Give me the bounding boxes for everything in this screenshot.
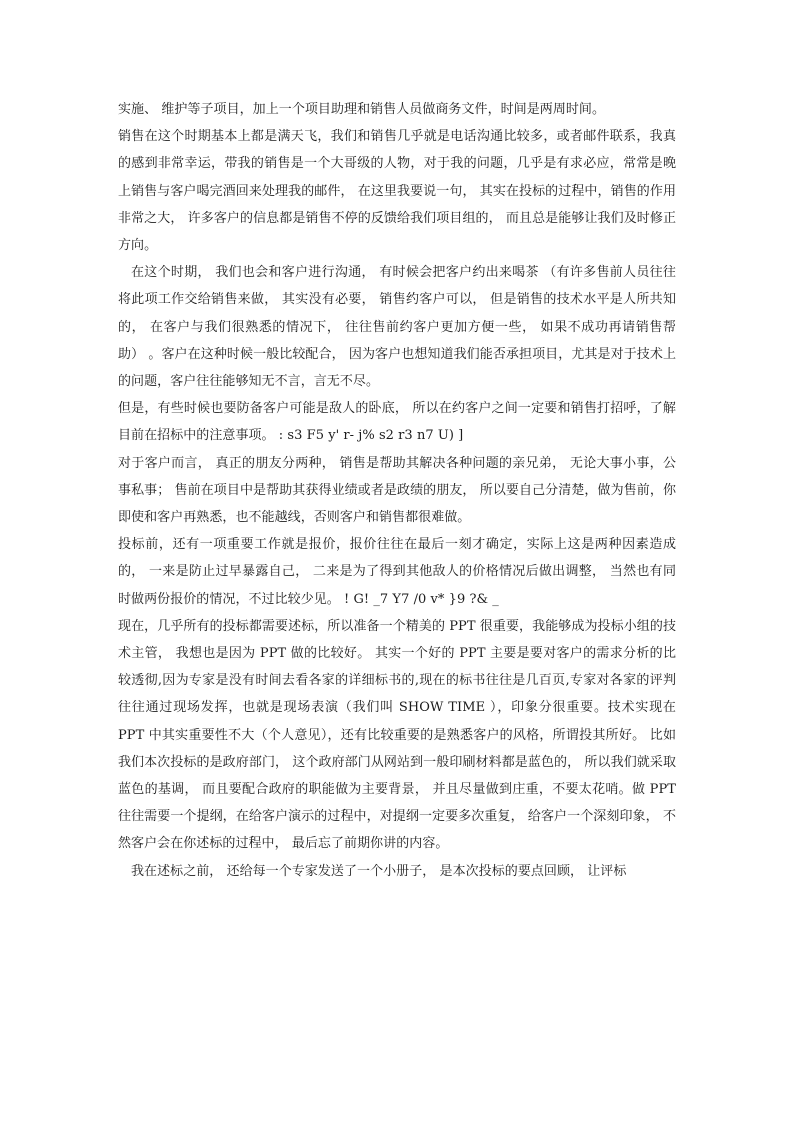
paragraph-6: 投标前，还有一项重要工作就是报价，报价往往在最后一刻才确定，实际上这是两种因素造成的， 一来是防止过早暴露自己， 二来是为了得到其他敌人的价格情况后做出调整， 当然也有同时做两份报价的情况，不过比较少见。 ! G! _7 Y7 /0 v* }9 ?& _: [118, 537, 676, 607]
paragraph-2: 销售在这个时期基本上都是满天飞，我们和销售几乎就是电话沟通比较多，或者邮件联系，我真的感到非常幸运，带我的销售是一个大哥级的人物，对于我的问题，几乎是有求必应，常常是晚上销售与客户喝完酒回来处理我的邮件， 在这里我要说一句， 其实在投标的过程中，销售的作用非常之大， 许多客户的信息都是销售不停的反馈给我们项目组的， 而且总是能够让我们及时修正方向。: [118, 129, 676, 254]
paragraph-7: 现在，几乎所有的投标都需要述标，所以准备一个精美的 PPT 很重要，我能够成为投标小组的技术主管， 我想也是因为 PPT 做的比较好。 其实一个好的 PPT 主要是要对客户的需求分析的比较透彻,因为专家是没有时间去看各家的详细标书的,现在的标书往往是几百页,专家对各家的评判往往通过现场发挥，也就是现场表演（我们叫 SHOW TIME ），印象分很重要。技术实现在 PPT 中其实重要性不大（个人意见），还有比较重要的是熟悉客户的风格，所谓投其所好。 比如我们本次投标的是政府部门， 这个政府部门从网站到一般印刷材料都是蓝色的， 所以我们就采取蓝色的基调， 而且要配合政府的职能做为主要背景， 并且尽量做到庄重，不要太花哨。做 PPT 往往需要一个提纲，在给客户演示的过程中，对提纲一定要多次重复， 给客户一个深刻印象， 不然客户会在你述标的过程中， 最后忘了前期你讲的内容。: [118, 618, 676, 852]
document-body: [118, 96, 676, 885]
paragraph-1: 实施、 维护等子项目，加上一个项目助理和销售人员做商务文件，时间是两周时间。: [118, 102, 606, 117]
paragraph-8: 我在述标之前， 还给每一个专家发送了一个小册子， 是本次投标的要点回顾， 让评标: [131, 863, 627, 879]
paragraph-3: 在这个时期， 我们也会和客户进行沟通， 有时候会把客户约出来喝茶 （有许多售前人员往往将此项工作交给销售来做， 其实没有必要， 销售约客户可以， 但是销售的技术水平是人所共知的， 在客户与我们很熟悉的情况下， 往往售前约客户更加方便一些， 如果不成功再请销售帮助） 。客户在这种时候一般比较配合， 因为客户也想知道我们能否承担项目，尤其是对于技术上的问题，客户往往能够知无不言，言无不尽。: [118, 265, 676, 390]
paragraph-4: 但是，有些时候也要防备客户可能是敌人的卧底， 所以在约客户之间一定要和销售打招呼，了解目前在招标中的注意事项。 : s3 F5 y' r- j% s2 r3 n7 U) ]: [118, 401, 676, 444]
paragraph-5: 对于客户而言， 真正的朋友分两种， 销售是帮助其解决各种问题的亲兄弟， 无论大事小事，公事私事； 售前在项目中是帮助其获得业绩或者是政绩的朋友， 所以要自己分清楚，做为售前，你即使和客户再熟悉，也不能越线，否则客户和销售都很难做。: [118, 455, 676, 526]
